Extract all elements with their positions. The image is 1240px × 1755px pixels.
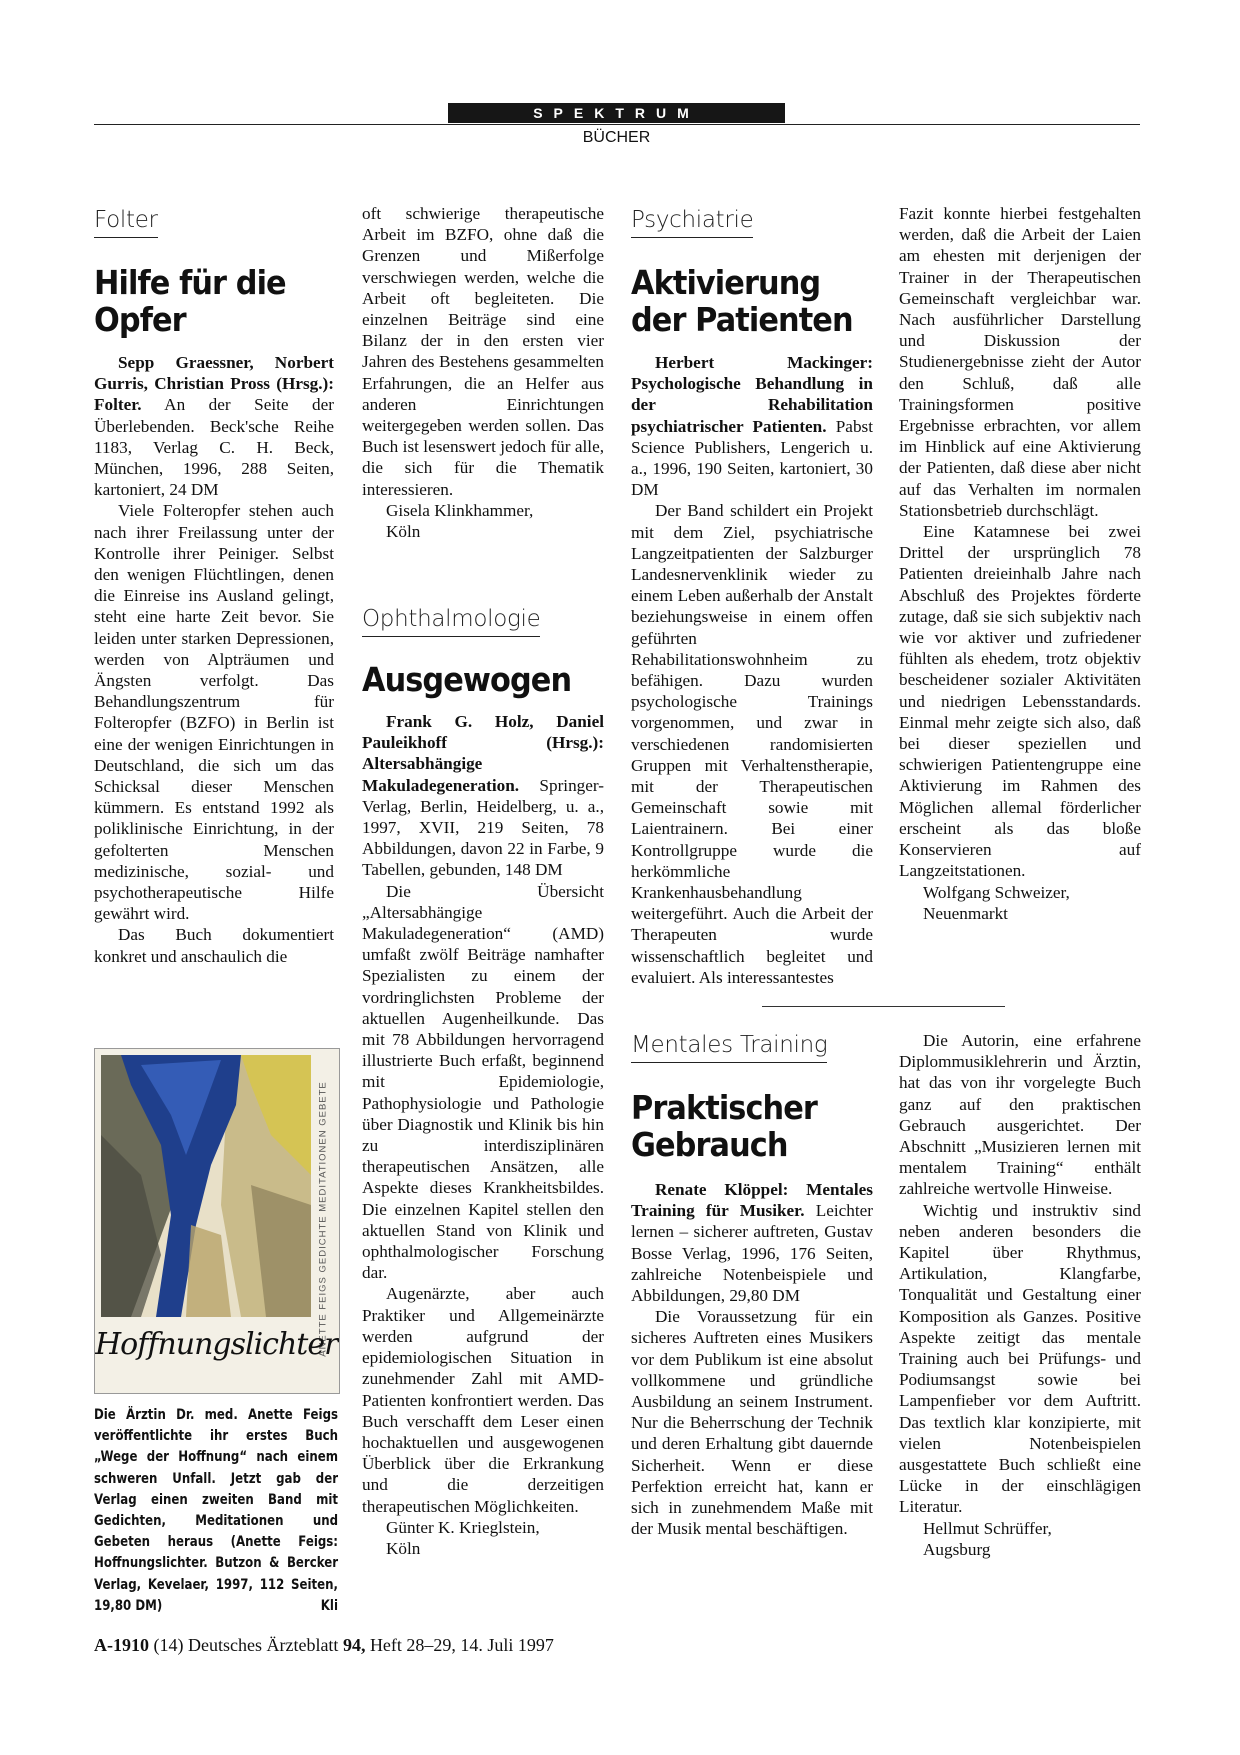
- rubric-mentales-training: Mentales Training: [631, 1030, 873, 1063]
- author-signature: Gisela Klinkhammer,: [386, 500, 534, 520]
- article1-body-b: [362, 203, 604, 542]
- article3-body-a: Herbert Mackinger: Psychologische Behandlung in der Rehabilitation psychiatrischer Patienten. Pabst Science Publishers, Lengerich u. a., 1996, 190 Seiten, kartoniert, 30 DM Der Band schildert ein Projekt mit dem Ziel, psychiatrische Langzeitpatienten der Salzburger Landesnervenklinik wieder zu einem Leben außerhalb der Anstalt beziehungsweise in einem offen geführten Rehabilitationswohnheim zu befähigen. Dazu wurden psychologische Trainings vorgenommen, und zwar in verschiedenen randomisierten Gruppen mit Verhaltenstherapie, mit der Therapeutischen Gemeinschaft sowie mit Laientrainern. Bei einer Kontrollgruppe wurde die herkömmliche Krankenhausbehandlung weitergeführt. Auch die Arbeit der Therapeuten wurde wissenschaftlich begleitet und evaluiert. Als interessantestes: [631, 353, 873, 987]
- author-signature: Wolfgang Schweizer,: [923, 882, 1070, 902]
- article4-paragraph: Wichtig und instruktiv sind neben anderen besonders die Kapitel über Rhythmus, Artikulation, Klangfarbe, Tonqualität und Gestaltung einer Komposition als Ganzes. Positive Aspekte zeitigt das mentale Training auch bei Prüfungs- und Podiumsangst sowie bei Lampenfieber vor dem Auftritt. Das textlich klar konzipierte, mit vielen Notenbeispielen ausgestattete Buch schließt eine Lücke in der einschlägigen Literatur.: [899, 1200, 1141, 1517]
- article1-reference: Sepp Graessner, Norbert Gurris, Christian Pross (Hrsg.): Folter.: [94, 353, 334, 415]
- cover-spine-text: ANETTE FEIGS GEDICHTE MEDITATIONEN GEBETE: [317, 1081, 329, 1357]
- article4-body-b: [899, 1030, 1141, 1560]
- author-signature: Hellmut Schrüffer,: [923, 1518, 1052, 1538]
- article1-paragraph: Viele Folteropfer stehen auch nach ihrer Freilassung unter der Kontrolle ihrer Peiniger. Selbst den wenigen Flüchtlingen, denen die Einreise ins Ausland gelingt, steht eine harte Zeit bevor. Sie leiden unter starken Depressionen, werden von Alpträumen und Ängsten verfolgt. Das Behandlungszentrum für Folteropfer (BZFO) in Berlin ist eine der wenigen Einrichtungen in Deutschland, die sich um das Schicksal dieser Menschen kümmern. Es entstand 1992 als poliklinische Einrichtung, in der gefolterten Menschen medizinische, sozial- und psychotherapeutische Hilfe gewährt wird.: [94, 501, 334, 924]
- headline-praktischer-gebrauch: Praktischer Gebrauch: [631, 1088, 817, 1164]
- article-divider: [762, 1006, 1005, 1007]
- headline-ausgewogen: Ausgewogen: [362, 660, 572, 699]
- article2-paragraph: Die Übersicht „Altersabhängige Makuladegeneration“ (AMD) umfaßt zwölf Beiträge namhafter Spezialisten zu einem der vordringlichsten Probleme der aktuellen Augenheilkunde. Das mit 78 Abbildungen hervorragend illustrierte Buch erfaßt, beginnend mit Epidemiologie, Pathophysiologie und Pathologie über Diagnostik und Klinik bis hin zu interdisziplinären therapeutischen Ansätzen, alle Aspekte dieses Krankheitsbildes. Die einzelnen Kapitel stellen den aktuellen Stand von Klinik und ophthalmologischer Forschung dar.: [362, 881, 604, 1283]
- article2-paragraph: Augenärzte, aber auch Praktiker und Allgemeinärzte werden aufgrund der epidemiologischen Situation in zunehmender Zahl mit AMD-Patienten konfrontiert werden. Das Buch verschafft dem Leser einen hochaktuellen und ausgewogenen Überblick über die Erkrankung und die derzeitigen therapeutischen Möglichkeiten.: [362, 1284, 604, 1516]
- page-number: A-1910: [94, 1635, 149, 1655]
- article2-reference: Frank G. Holz, Daniel Pauleikhoff (Hrsg.): Altersabhängige Makuladegeneration.: [362, 712, 604, 795]
- rubric-folter: Folter: [94, 205, 334, 238]
- headline-hilfe: Hilfe für die Opfer: [94, 263, 286, 339]
- article3-paragraph: Fazit konnte hierbei festgehalten werden, daß die Arbeit der Laien am ehesten mit derjenigen der Trainer in der Therapeutischen Gemeinschaft vergleichbar war. Nach ausführlicher Darstellung und Diskussion der Studienergebnisse zieht der Autor den Schluß, daß alle Trainingsformen positive Ergebnisse erbrachten, vor allem im Hinblick auf eine Aktivierung der Patienten, daß diese aber nicht auf das Verhalten im normalen Stationsbetrieb durchschlägt.: [899, 204, 1141, 520]
- rubric-ophthalmologie: Ophthalmologie: [362, 604, 604, 637]
- book-cover-image: [94, 1048, 340, 1394]
- headline-aktivierung: Aktivierung der Patienten: [631, 263, 853, 339]
- caption-signature: Kli: [320, 1597, 339, 1614]
- article1-paragraph: Das Buch dokumentiert konkret und anschaulich die: [94, 925, 334, 966]
- page-footer: A-1910 (14) Deutsches Ärzteblatt 94, Heft 28–29, 14. Juli 1997: [94, 1635, 554, 1655]
- subsection-label: BÜCHER: [582, 129, 651, 146]
- cover-title-script: Hoffnungslichter: [95, 1327, 338, 1362]
- cover-painting: [101, 1055, 311, 1317]
- article3-paragraph: Eine Katamnese bei zwei Drittel der ursprünglich 78 Patienten dreieinhalb Jahre nach Abschluß des Projektes förderte zutage, daß sie sich subjektiv nach wie vor aktiver und zufriedener fühlten als ehedem, trotz objektiv bescheidener sozialer Aktivitäten und niedrigen Lebensstandards. Einmal mehr zeigte sich also, daß bei dieser speziellen und schwierigen Patientengruppe eine Aktivierung im Rahmen des Möglichen allemal förderlicher erscheint als das bloße Konservieren auf Langzeitstationen.: [899, 522, 1141, 881]
- article3-reference: Herbert Mackinger: Psychologische Behandlung in der Rehabilitation psychiatrischer Patienten.: [631, 353, 873, 436]
- article4-body-a: Renate Klöppel: Mentales Training für Musiker. Leichter lernen – sicherer auftreten, Gustav Bosse Verlag, 1996, 176 Seiten, zahlreiche Notenbeispiele und Abbildungen, 29,80 DM Die Voraussetzung für ein sicheres Auftreten eines Musikers vor dem Publikum ist eine absolut vollkommene und gründliche Ausbildung an seinem Instrument. Nur die Beherrschung der Technik und deren Erhaltung gibt dauernde Sicherheit. Wenn er diese Perfektion erreicht hat, kann er sich in zunehmendem Maße mit der Musik mental beschäftigen.: [631, 1180, 873, 1539]
- volume-number: 94,: [342, 1635, 366, 1655]
- header-rule: [94, 124, 1140, 125]
- article4-reference: Renate Klöppel: Mentales Training für Musiker.: [631, 1180, 873, 1221]
- author-location: Augsburg: [923, 1539, 991, 1559]
- rubric-psychiatrie: Psychiatrie: [631, 205, 873, 238]
- author-location: Köln: [386, 522, 421, 542]
- article3-paragraph: Der Band schildert ein Projekt mit dem Ziel, psychiatrische Langzeitpatienten der Salzburger Landesnervenklinik wieder zu einem Leben außerhalb der Anstalt beziehungsweise in einem offen geführten Rehabilitationswohnheim zu befähigen. Dazu wurden psychologische Trainings vorgenommen, und zwar in verschiedenen randomisierten Gruppen mit Verhaltenstherapie, mit der Therapeutischen Gemeinschaft sowie mit Laientrainern. Bei einer Kontrollgruppe wurde die herkömmliche Krankenhausbehandlung weitergeführt. Auch die Arbeit der Therapeuten wurde wissenschaftlich begleitet und evaluiert. Als interessantestes: [631, 501, 873, 987]
- section-banner: SPEKTRUM: [448, 103, 785, 123]
- article2-body: Frank G. Holz, Daniel Pauleikhoff (Hrsg.): Altersabhängige Makuladegeneration. Springer-Verlag, Berlin, Heidelberg, u. a., 1997, XVII, 219 Seiten, 78 Abbildungen, davon 22 in Farbe, 9 Tabellen, gebunden, 148 DM Die Übersicht „Altersabhängige Makuladegeneration“ (AMD) umfaßt zwölf Beiträge namhafter Spezialisten zu einem der vordringlichsten Probleme der aktuellen Augenheilkunde. Das mit 78 Abbildungen hervorragend illustrierte Buch erfaßt, beginnend mit Epidemiologie, Pathophysiologie und Pathologie über Diagnostik und Klinik bis hin zu interdisziplinären therapeutischen Ansätzen, alle Aspekte dieses Krankheitsbildes. Die einzelnen Kapitel stellen den aktuellen Stand von Klinik und ophthalmologischer Forschung dar. Augenärzte, aber auch Praktiker und Allgemeinärzte werden aufgrund der epidemiologischen Situation in zunehmender Zahl mit AMD-Patienten konfrontiert werden. Das Buch verschafft dem Leser einen hochaktuellen und ausgewogenen Überblick über die Erkrankung und die derzeitigen therapeutischen Möglichkeiten. Günter K. Krieglstein, Köln: [362, 712, 604, 1558]
- article1-body-a: Sepp Graessner, Norbert Gurris, Christian Pross (Hrsg.): Folter. An der Seite der Überlebenden. Beck'sche Reihe 1183, Verlag C. H. Beck, München, 1996, 288 Seiten, kartoniert, 24 DM Viele Folteropfer stehen auch nach ihrer Freilassung unter der Kontrolle ihrer Peiniger. Selbst den wenigen Flüchtlingen, denen die Einreise ins Ausland gelingt, steht eine harte Zeit bevor. Sie leiden unter starken Depressionen, werden von Alpträumen und Ängsten verfolgt. Das Behandlungszentrum für Folteropfer (BZFO) in Berlin ist eine der wenigen Einrichtungen in Deutschland, die sich um das Schicksal dieser Menschen kümmern. Es entstand 1992 als poliklinische Einrichtung, in der gefolterten Menschen medizinische, sozial- und psychotherapeutische Hilfe gewährt wird. Das Buch dokumentiert konkret und anschaulich die: [94, 353, 334, 966]
- article4-paragraph: Die Voraussetzung für ein sicheres Auftreten eines Musikers vor dem Publikum ist eine absolut vollkommene und gründliche Ausbildung an seinem Instrument. Nur die Beherrschung der Technik und deren Erhaltung gibt dauernde Sicherheit. Wenn er diese Perfektion erreicht hat, kann er sich in zunehmendem Maße mit der Musik mental beschäftigen.: [631, 1307, 873, 1539]
- author-location: Köln: [386, 1538, 421, 1558]
- author-signature: Günter K. Krieglstein,: [386, 1517, 540, 1537]
- article3-body-b: [899, 203, 1141, 924]
- article4-paragraph: Die Autorin, eine erfahrene Diplommusiklehrerin und Ärztin, hat das von ihr vorgelegte Buch ganz auf den praktischen Gebrauch ausgerichtet. Der Abschnitt „Musizieren lernen mit mentalem Training“ enthält zahlreiche wertvolle Hinweise.: [899, 1031, 1141, 1199]
- article1-paragraph: oft schwierige therapeutische Arbeit im BZFO, ohne daß die Grenzen und Mißerfolge verschwiegen werden, welche die Arbeit oft begleiteten. Die einzelnen Beiträge sind eine Bilanz der in den ersten vier Jahren des Bestehens gesammelten Erfahrungen, die an Helfer aus anderen Einrichtungen weitergegeben werden sollen. Das Buch ist lesenswert jedoch für alle, die sich für die Thematik interessieren.: [362, 204, 604, 499]
- image-caption: Die Ärztin Dr. med. Anette Feigs veröffentlichte ihr erstes Buch „Wege der Hoffnung“ nach einem schweren Unfall. Jetzt gab der Verlag einen zweiten Band mit Gedichten, Meditationen und Gebeten heraus (Anette Feigs: Hoffnungslichter. Butzon & Bercker Verlag, Kevelaer, 1997, 112 Seiten, 19,80 DM) Kli: [94, 1405, 338, 1617]
- author-location: Neuenmarkt: [923, 903, 1008, 923]
